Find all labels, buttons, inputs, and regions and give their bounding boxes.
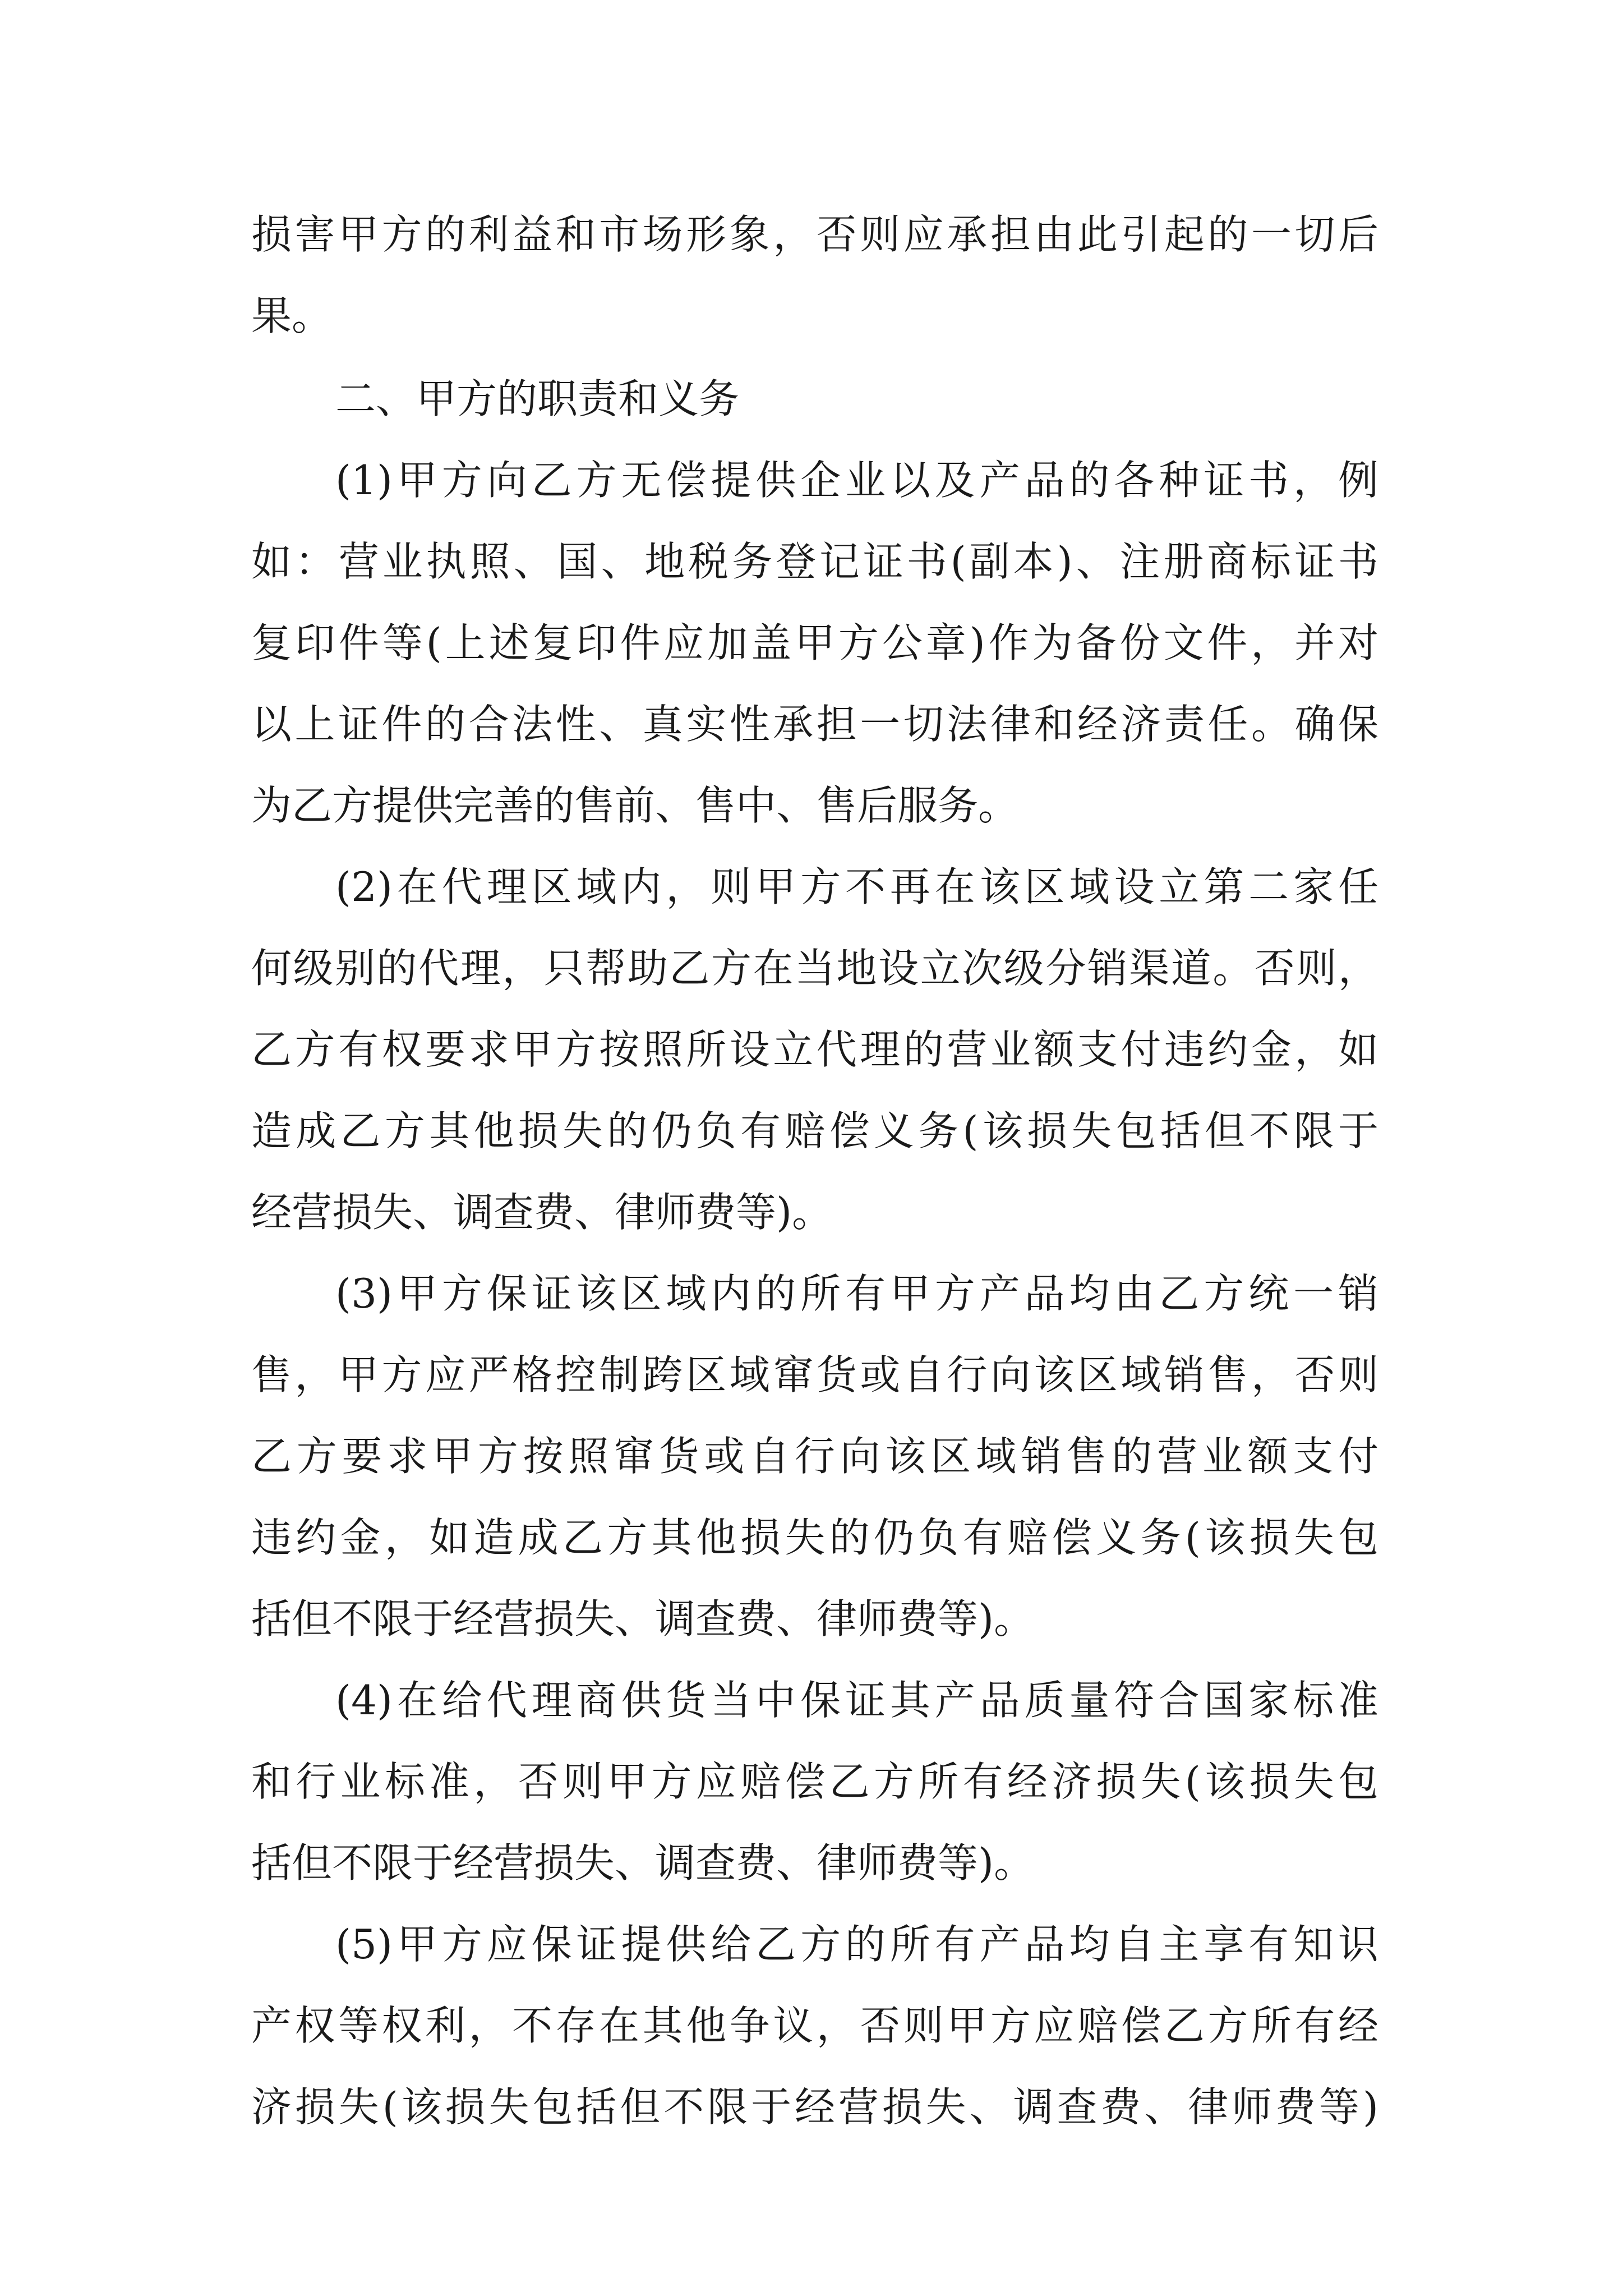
text-line: 复印件等(上述复印件应加盖甲方公章)作为备份文件，并对 <box>251 619 1378 666</box>
text-line: 损害甲方的利益和市场形象，否则应承担由此引起的一切后 <box>251 211 1378 258</box>
text-line: 经营损失、调查费、律师费等)。 <box>251 1189 833 1236</box>
text-line: 括但不限于经营损失、调查费、律师费等)。 <box>251 1839 1035 1887</box>
section-heading: 二、甲方的职责和义务 <box>335 375 740 422</box>
text-line: (2)在代理区域内，则甲方不再在该区域设立第二家任 <box>335 863 1378 910</box>
text-line: 济损失(该损失包括但不限于经营损失、调查费、律师费等) <box>251 2083 1378 2131</box>
text-line: (1)甲方向乙方无偿提供企业以及产品的各种证书，例 <box>335 457 1378 504</box>
text-line: 为乙方提供完善的售前、售中、售后服务。 <box>251 782 1019 829</box>
text-line: 和行业标准，否则甲方应赔偿乙方所有经济损失(该损失包 <box>251 1758 1378 1805</box>
text-line: 如：营业执照、国、地税务登记证书(副本)、注册商标证书 <box>251 538 1378 585</box>
text-line: 产权等权利，不存在其他争议，否则甲方应赔偿乙方所有经 <box>251 2002 1378 2049</box>
text-line: 售，甲方应严格控制跨区域窜货或自行向该区域销售，否则 <box>251 1351 1378 1398</box>
text-line: 乙方要求甲方按照窜货或自行向该区域销售的营业额支付 <box>251 1433 1378 1480</box>
text-line: (3)甲方保证该区域内的所有甲方产品均由乙方统一销 <box>335 1270 1378 1317</box>
text-line: 造成乙方其他损失的仍负有赔偿义务(该损失包括但不限于 <box>251 1107 1378 1154</box>
text-line: (4)在给代理商供货当中保证其产品质量符合国家标准 <box>335 1677 1378 1724</box>
text-line: (5)甲方应保证提供给乙方的所有产品均自主享有知识 <box>335 1921 1378 1968</box>
text-line: 何级别的代理，只帮助乙方在当地设立次级分销渠道。否则， <box>251 945 1378 992</box>
text-line: 果。 <box>251 292 333 339</box>
text-line: 乙方有权要求甲方按照所设立代理的营业额支付违约金，如 <box>251 1026 1378 1073</box>
text-line: 以上证件的合法性、真实性承担一切法律和经济责任。确保 <box>251 701 1378 748</box>
text-line: 违约金，如造成乙方其他损失的仍负有赔偿义务(该损失包 <box>251 1514 1378 1561</box>
text-line: 括但不限于经营损失、调查费、律师费等)。 <box>251 1595 1035 1642</box>
